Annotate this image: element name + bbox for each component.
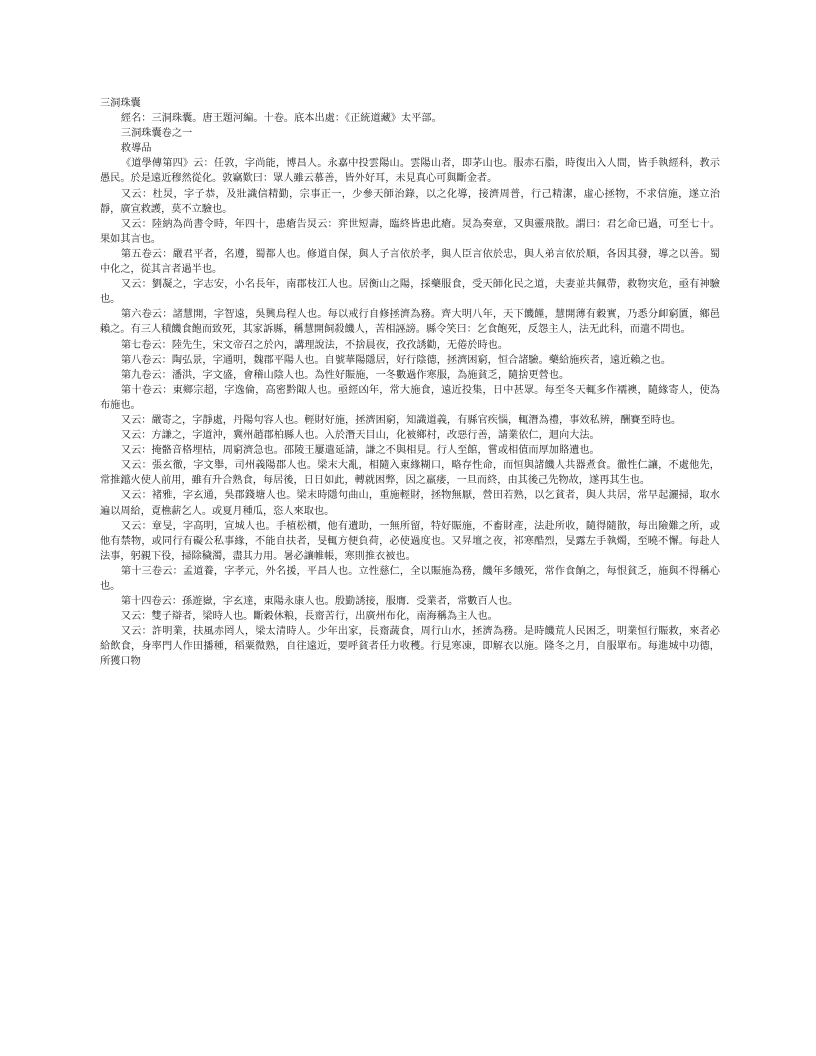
body-paragraph: 第九卷云：潘洪，字文盛，會稽山陰人也。為性好賑施，一冬數過作寒服，為施貧乏，隨捨更營也。: [120, 369, 570, 381]
body-paragraph: 又云：嚴寄之，字靜處，丹陽句容人也。輕財好施，拯濟困窮，知識道義，有縣官疾惱，輒潛為禮，事效私辨，酬賽至時也。: [120, 414, 682, 426]
body-paragraph: 第七卷云：陸先生，宋文帝召之於內，講理說法，不捨晨夜，孜孜誘勸，无倦於時也。: [120, 339, 509, 351]
volume-heading: 三洞珠囊卷之一: [120, 128, 193, 140]
body-paragraph: 第十卷云：東鄉宗超，字逸倫，高密黔陬人也。亟經凶年，常大施食，遠近投集，日中甚眾。每至冬天輒多作襦襖，隨緣寄人，使為布施也。: [100, 384, 720, 411]
body-paragraph: 第十三卷云：孟道養，字孝元，外名援，平昌人也。立性慈仁，全以賑施為務，饑年多餓死，常作食餉之，每恨貧乏，施與不得稱心也。: [100, 565, 720, 592]
body-paragraph: 又云：方謙之，字道沖，冀州趙郡柏縣人也。入於潛天目山，化被鄉村，改惡行善，請業依仁，迴向大法。: [120, 430, 600, 442]
body-paragraph: 《道學傳第四》云：任敦，字尚能，博昌人。永嘉中投雲陽山。雲陽山者，即茅山也。服赤石脂，時復出入人間，皆手執經科，教示愚民。於是遠近穆然從化。敦竊歎曰：眾人雖云慕善，皆外好耳，未見真心可與斷金者。: [100, 158, 720, 185]
body-paragraph: 又云：陸納為尚書令時，年四十，患瘡告炅云：弈世短壽，臨終皆患此瘡。炅為奏章，又與靈飛散。謂曰：君乞命已過，可至七十。果如其言也。: [100, 218, 720, 245]
document-body: [100, 96, 720, 670]
body-paragraph: 又云：劉凝之，字志安，小名長年，南郡枝江人也。居衡山之陽，採藥服食，受天師化民之道，夫妻並共佩帶，救物灾危，亟有神驗也。: [100, 279, 720, 306]
body-paragraph: 第五卷云：嚴君平者，名遵，蜀都人也。修道自保，與人子言依於孝，與人臣言依於忠，與人弟言依於順，各因其發，導之以善。蜀中化之，從其言者過半也。: [100, 248, 720, 276]
body-paragraph: 又云：雙子辯者，梁時人也。斷穀休粮，長齋苦行，出廣州布化，南海稱為主人也。: [120, 611, 498, 623]
body-paragraph: 又云：褚雅，字玄通，吳郡錢塘人也。梁末時隱句曲山，重施輕財，拯物無厭，營田若熟，以乞貧者，與人共居，常早起灑掃，取水遍以周給，覔樵薪乞人。或夏月種瓜，恣人來取也。: [100, 490, 720, 517]
body-paragraph: 第八卷云：陶弘景，字通明，魏郡平陽人也。自號華陽隱居，好行陰德，拯濟困窮，恒合諸驗。藥給施疾者，遠近賴之也。: [120, 354, 672, 366]
body-paragraph: 又云：杜炅，字子恭，及壯識信精勤，宗事正一，少參天師治錄，以之化導，接濟周普，行己精潔，虛心拯物，不求信施，遂立治靜，廣宣救護，莫不立驗也。: [100, 188, 720, 215]
document-title: 三洞珠囊: [100, 98, 141, 109]
body-paragraph: 第六卷云：諸慧開，字智遠，吳興烏程人也。每以戒行自修拯濟為務。齊大明八年，天下饑饉，慧開薄有穀實，乃悉分卹窮匱，鄉邑賴之。有三人積饑食飽而致死，其家訴縣，稱慧開飼殺饑人，苦相誣謗。縣令笑曰：乞食飽死，反怨主人，法无此科，而遣不問也。: [100, 309, 720, 336]
body-paragraph: 第十四卷云：孫遊嶽，字玄達，東陽永康人也。殷勤誘接，服膺．受業者，常數百人也。: [120, 596, 519, 608]
section-heading: 救導品: [120, 143, 152, 155]
body-paragraph: 又云：掩骼音格埋枯，周窮濟急也。邵陵王屢遣延請，謙之不與相見。行人至館，嘗或相值而厚加賂遺也。: [120, 445, 600, 457]
body-paragraph: 又云：張玄徹，字文舉，司州義陽郡人也。梁末大亂，相隨入東緣糊口，略存性命，而恒與諸饑人共器煮食。徹性仁讓，不處他先，常推鐺火使人前用，雖有升合熟食，每居後，日日如此，轉就困弊，因之羸瘘，一旦而終，由其後己先物故，遂再其生也。: [100, 460, 720, 487]
body-paragraph: 又云：章旻，字高明，宣城人也。手植松檟，他有遺助，一無所留，特好賑施，不畜財產，法赴所收，隨得隨散，每出險難之所，或他有禁物，或同行有礙公私事緣，不能自扶者，旻輒方便負荷，必使過度也。又昇壇之夜，祁寒酷烈，旻露左手執燭，至曉不懈。每赴人法事，躬親下役，掃除穢濁，盡其力用。暑必讓帷帳，寒則推衣被也。: [100, 520, 720, 562]
scripture-metadata-line: 經名：三洞珠囊。唐王題河編。十卷。底本出處：《正統道藏》太平部。: [120, 113, 442, 125]
body-paragraph: 又云：許明業，扶風赤罔人，梁太清時人。少年出家，長齋蔬食，周行山水，拯濟為務。是時饑荒人民困乏，明業恒行賑救，來者必給飲食，身率門人作田播種，稻粟微熟，自往遠近，要呼貧者任力收穫。行見寒凍，即解衣以施。隆冬之月，自服單布。每進城中功德，所獲口物: [100, 626, 720, 668]
